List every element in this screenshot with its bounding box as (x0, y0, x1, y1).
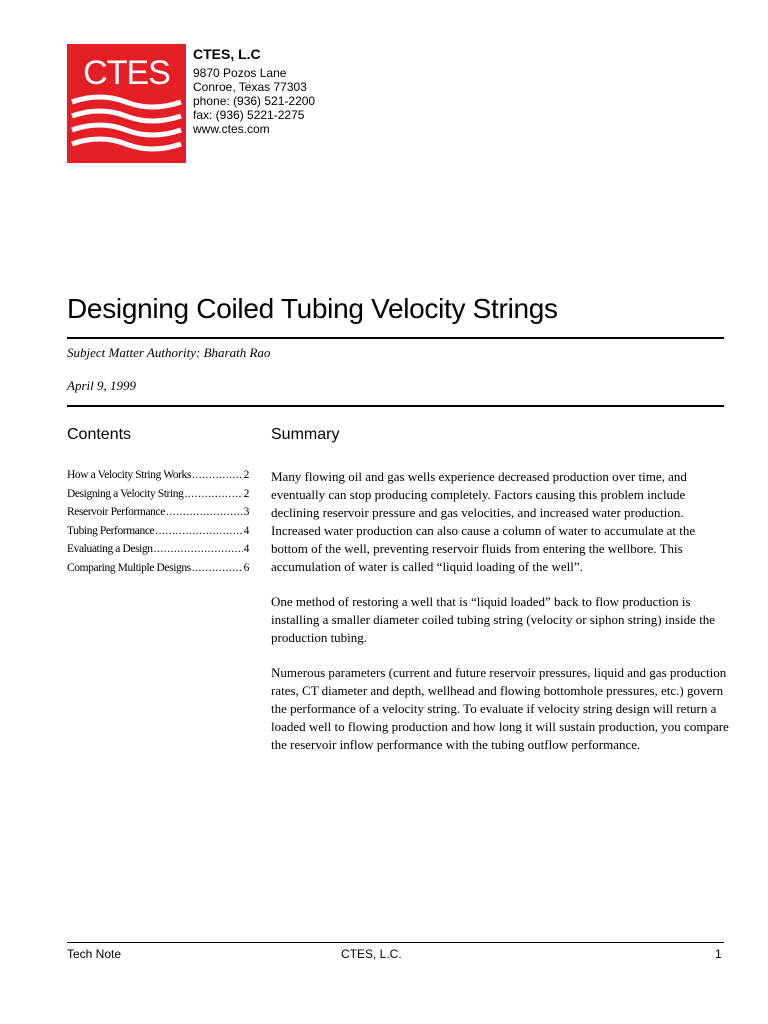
toc-page: 2 (243, 469, 249, 481)
subject-authority: Subject Matter Authority: Bharath Rao (67, 345, 271, 360)
toc-leader (154, 543, 243, 555)
summary-paragraph: Numerous parameters (current and future reservoir pressures, liquid and gas production rates, CT diameter and depth, wellhead and flowing bottomhole pressures, etc.) govern the performance of a velocity string. To evaluate if velocity string design will return a loaded well to flowing production and how long it will sustain production, you compare the reservoir inflow performance with the tubing outflow performance. (271, 665, 729, 752)
summary-paragraph: One method of restoring a well that is “liquid loaded” back to flow production is installing a smaller diameter coiled tubing string (velocity or siphon string) inside the production tubing. (271, 594, 716, 645)
contents-heading: Contents (67, 426, 132, 443)
address-website: www.ctes.com (193, 122, 270, 136)
footer-center: CTES, L.C. (341, 947, 402, 961)
toc-leader (192, 562, 243, 574)
toc-page: 3 (243, 506, 249, 518)
toc-page: 4 (243, 524, 249, 537)
company-name: CTES, L.C (193, 46, 261, 62)
table-of-contents (67, 469, 249, 580)
address-phone: phone: (936) 521-2200 (193, 94, 316, 108)
toc-item[interactable] (67, 469, 249, 488)
document-title: Designing Coiled Tubing Velocity Strings (67, 293, 558, 324)
logo-text: CTES (83, 54, 170, 92)
toc-item[interactable] (67, 506, 249, 525)
address-fax: fax: (936) 5221-2275 (193, 108, 305, 122)
toc-title: Tubing Performance (67, 524, 155, 537)
toc-leader (192, 469, 243, 481)
toc-item[interactable] (67, 543, 249, 562)
summary-body (271, 468, 731, 771)
toc-title: Designing a Velocity String (67, 487, 184, 500)
toc-title: Evaluating a Design (67, 543, 153, 555)
footer-rule (67, 942, 724, 943)
toc-leader (184, 488, 242, 500)
footer-left: Tech Note (67, 947, 122, 961)
toc-title: Comparing Multiple Designs (67, 561, 191, 574)
page-number: 1 (715, 947, 722, 961)
toc-page: 6 (243, 561, 249, 574)
address-street: 9870 Pozos Lane (193, 66, 287, 80)
summary-paragraph: Many flowing oil and gas wells experience decreased production over time, and eventually can stop producing completely. Factors causing this problem include declining reservoir pressure and gas velocities, and increased water production. Increased water production can also cause a column of water to accumulate at the bottom of the well, preventing reservoir fluids from entering the wellbore. This accumulation of water is called “liquid loading of the well”. (271, 469, 696, 574)
date-rule (67, 405, 724, 407)
toc-item[interactable] (67, 562, 249, 581)
title-rule (67, 337, 724, 339)
toc-leader (155, 525, 242, 537)
toc-page: 2 (243, 487, 249, 500)
toc-title: Reservoir Performance (67, 506, 165, 518)
toc-page: 4 (243, 543, 249, 555)
ctes-logo (67, 44, 186, 163)
document-date: April 9, 1999 (67, 378, 136, 393)
toc-item[interactable] (67, 525, 249, 544)
toc-item[interactable] (67, 488, 249, 507)
summary-heading: Summary (271, 426, 340, 443)
address-city: Conroe, Texas 77303 (193, 80, 307, 94)
toc-title: How a Velocity String Works (67, 469, 191, 481)
toc-leader (166, 506, 243, 518)
company-address-block (193, 45, 315, 136)
